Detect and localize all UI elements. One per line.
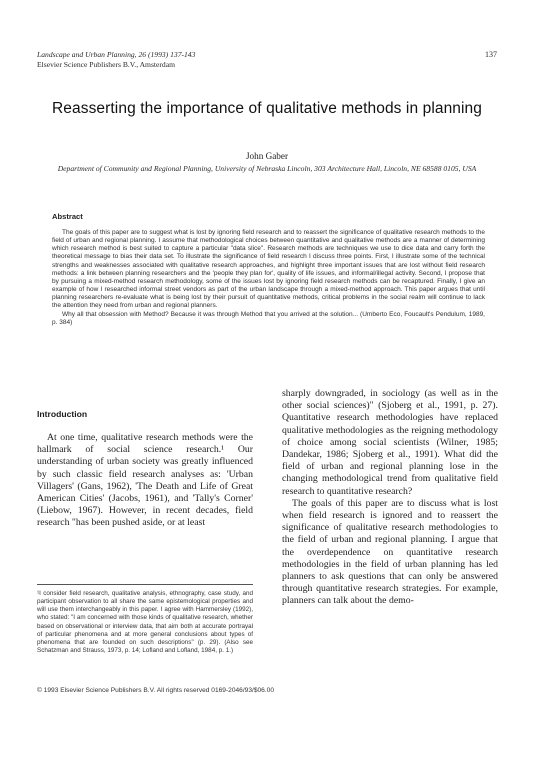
page-number: 137 <box>485 50 497 59</box>
abstract-heading: Abstract <box>52 212 83 221</box>
right-column-text <box>282 388 498 608</box>
body-paragraph: The goals of this paper are to discuss what is lost when field research is ignored and to reassert the significance of qualitative research methodologies to the field of urban and regional planning. I argue that the overdependence on quantitative research methodologies in the field of urban planning has led planners to ask questions that can only be answered through quantitative research strategies. For example, planners can talk about the demo- <box>282 497 498 607</box>
author-name: John Gaber <box>245 151 289 161</box>
body-paragraph: At one time, qualitative research methods were the hallmark of social science research.¹ Our understanding of urban society was greatly influenced by such classic field research analyses as: 'Urban Villagers' (Gans, 1962), 'The Death and Life of Great American Cities' (Jacobs, 1961), and 'Tally's Corner' (Liebow, 1967). However, in recent decades, field research "has been pushed aside, or at least <box>37 432 253 529</box>
body-paragraph: sharply downgraded, in sociology (as well as in the other social sciences)" (Sjoberg et al., 1991, p. 27). Quantitative research methodologies have replaced qualitative methodologies as the reigning methodology of choice among social scientists (Wilner, 1985; Dandekar, 1986; Sjoberg et al., 1991). What did the field of urban and regional planning lose in the changing methodological trend from qualitative field research to quantitative research? <box>282 388 498 497</box>
abstract-paragraph: The goals of this paper are to suggest what is lost by ignoring field research and to reassert the significance of qualitative research methods to the field of urban and regional planning. I assume that methodological choices between quantitative and qualitative methods are a manner of determining which research method is best suited to capture a particular "data slice". Research methods are techniques we use to dice data and carry forth the theoretical message to bias their data set. To illustrate the significance of field research I discuss three points. First, I illustrate some of the technical strengths and weaknesses associated with qualitative research approaches, and highlight three important issues that are lost without field research methods: a link between planning researchers and the 'people they plan for', quality of life issues, and informal/illegal activity. Second, I propose that by pursuing a mixed-method research methodology, some of the issues lost by ignoring field research methods can be recaptured. Finally, I give an example of how I researched informal street vendors as part of the urban landscape through a mixed-method approach. This paper argues that until planning researchers re-evaluate what is being lost by their pursuit of quantitative methods, critical problems in the social realm will continue to lack the attention they need from urban and regional planners. <box>52 229 485 310</box>
section-heading-introduction: Introduction <box>37 409 88 419</box>
author-affiliation: Department of Community and Regional Planning, University of Nebraska Lincoln, 303 Architecture Hall, Lincoln, NE 68588 0105, USA <box>57 164 477 173</box>
left-column-text <box>37 432 253 530</box>
footnote: ¹I consider field research, qualitative analysis, ethnography, case study, and participant observation to all share the same epistemological properties and will use them interchangeably in this paper. I agree with Hammersley (1992), who stated: "I am concerned with those kinds of qualitative research, whether based on observational or interview data, that aim both at accurate portrayal of particular phenomena and at more general conclusions about types of phenomena that are founded on such descriptions" (p. 29). (Also see Schatzman and Strauss, 1973, p. 14; Lofland and Lofland, 1984, p. 1.) <box>37 590 253 655</box>
publisher-line: Elsevier Science Publishers B.V., Amsterdam <box>37 60 176 69</box>
footnote-divider <box>37 584 253 585</box>
journal-citation: Landscape and Urban Planning, 26 (1993) 137-143 <box>37 50 196 59</box>
article-title: Reasserting the importance of qualitative methods in planning <box>51 100 483 117</box>
abstract-epigraph: Why all that obsession with Method? Because it was through Method that you arrived at the solution... (Umberto Eco, Foucault's Pendulum, 1989, p. 384) <box>52 310 485 326</box>
abstract-body <box>52 229 485 327</box>
copyright-line: © 1993 Elsevier Science Publishers B.V. All rights reserved 0169-2046/93/$06.00 <box>37 687 275 694</box>
running-head <box>37 50 497 70</box>
